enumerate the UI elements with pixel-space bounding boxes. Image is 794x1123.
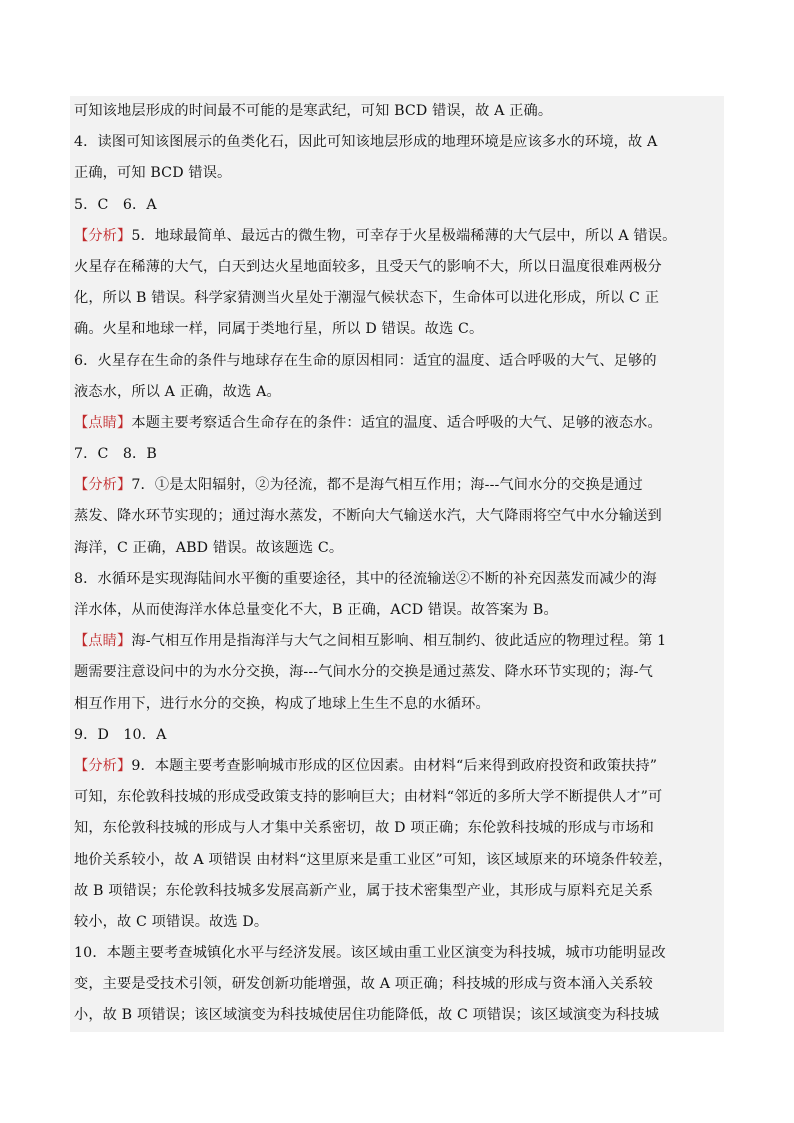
text-line xyxy=(74,314,722,345)
text-line xyxy=(74,158,722,189)
text-segment: 液态水，所以 A 正确，故选 A。 xyxy=(74,383,281,400)
text-line xyxy=(74,782,722,813)
text-line xyxy=(74,252,722,283)
text-segment: 5．C 6．A xyxy=(74,196,157,213)
text-line xyxy=(74,408,722,439)
text-line xyxy=(74,907,722,938)
text-segment: 火星存在稀薄的大气，白天到达火星地面较多，且受天气的影响不大，所以日温度很难两极分 xyxy=(74,258,662,275)
text-segment: 海-气相互作用是指海洋与大气之间相互影响、相互制约、彼此适应的物理过程。第 1 xyxy=(131,633,667,650)
text-line xyxy=(74,501,722,532)
text-line xyxy=(74,938,722,969)
text-segment: 4．读图可知该图展示的鱼类化石，因此可知该地层形成的地理环境是应该多水的环境，故 A xyxy=(74,134,658,151)
text-line xyxy=(74,221,722,252)
text-line xyxy=(74,283,722,314)
text-segment: 6．火星存在生命的条件与地球存在生命的原因相同：适宜的温度、适合呼吸的大气、足够的 xyxy=(74,352,657,369)
text-segment: 海洋，C 正确，ABD 错误。故该题选 C。 xyxy=(74,539,344,556)
text-segment: 故 B 项错误；东伦敦科技城多发展高新产业，属于技术密集型产业，其形成与原料充足关系 xyxy=(74,882,654,899)
text-line xyxy=(74,564,722,595)
section-tag: 【点睛】 xyxy=(74,414,132,431)
text-line xyxy=(74,689,722,720)
text-line xyxy=(74,595,722,626)
text-segment: 变，主要是受技术引领，研发创新功能增强，故 A 项正确；科技城的形成与资本涌入关系较 xyxy=(74,976,653,993)
text-segment: 5．地球最简单、最远古的微生物，可幸存于火星极端稀薄的大气层中，所以 A 错误。 xyxy=(131,227,677,244)
text-segment: 小，故 B 项错误；该区域演变为科技城使居住功能降低，故 C 项错误；该区域演变为科技城 xyxy=(74,1007,660,1024)
text-line xyxy=(74,1000,722,1031)
section-tag: 【分析】 xyxy=(74,757,132,774)
text-segment: 较小，故 C 项错误。故选 D。 xyxy=(74,913,269,930)
text-line xyxy=(74,845,722,876)
text-segment: 化，所以 B 错误。科学家猜测当火星处于潮湿气候状态下，生命体可以进化形成，所以 C 正 xyxy=(74,290,660,307)
text-line xyxy=(74,470,722,501)
text-line xyxy=(74,626,722,657)
section-tag: 【分析】 xyxy=(74,227,132,244)
text-segment: 7．C 8．B xyxy=(74,446,157,463)
text-segment: 7．①是太阳辐射，②为径流，都不是海气相互作用；海---气间水分的交换是通过 xyxy=(131,477,643,494)
text-line xyxy=(74,533,722,564)
text-segment: 题需要注意设问中的为水分交换，海---气间水分的交换是通过蒸发、降水环节实现的；海-气 xyxy=(74,664,653,681)
text-line xyxy=(74,377,722,408)
text-line xyxy=(74,969,722,1000)
text-segment: 10．本题主要考查城镇化水平与经济发展。该区域由重工业区演变为科技城，城市功能明显改 xyxy=(74,945,666,962)
text-line xyxy=(74,439,722,470)
text-segment: 9．D 10．A xyxy=(74,726,167,743)
text-line xyxy=(74,876,722,907)
text-segment: 可知，东伦敦科技城的形成受政策支持的影响巨大；由材料“邻近的多所大学不断提供人才”可 xyxy=(74,789,663,806)
text-line xyxy=(74,127,722,158)
text-segment: 确。火星和地球一样，同属于类地行星，所以 D 错误。故选 C。 xyxy=(74,321,484,338)
text-line xyxy=(74,720,722,751)
text-segment: 蒸发、降水环节实现的；通过海水蒸发，不断向大气输送水汽，大气降雨将空气中水分输送到 xyxy=(74,508,662,525)
text-line xyxy=(74,751,722,782)
text-segment: 本题主要考察适合生命存在的条件：适宜的温度、适合呼吸的大气、足够的液态水。 xyxy=(131,414,662,431)
text-segment: 可知该地层形成的时间最不可能的是寒武纪，可知 BCD 错误，故 A 正确。 xyxy=(74,103,553,119)
text-line xyxy=(74,813,722,844)
text-segment: 8．水循环是实现海陆间水平衡的重要途径，其中的径流输送②不断的补充因蒸发而减少的海 xyxy=(74,570,657,587)
text-line xyxy=(74,190,722,221)
text-line xyxy=(74,657,722,688)
text-segment: 地价关系较小，故 A 项错误 由材料“这里原来是重工业区”可知，该区域原来的环境条件较差， xyxy=(74,851,673,868)
answer-explanation-text-block xyxy=(70,96,724,1032)
text-segment: 正确，可知 BCD 错误。 xyxy=(74,165,232,182)
text-segment: 相互作用下，进行水分的交换，构成了地球上生生不息的水循环。 xyxy=(74,695,490,712)
text-line xyxy=(74,96,722,127)
text-segment: 9．本题主要考查影响城市形成的区位因素。由材料“后来得到政府投资和政策扶持” xyxy=(131,757,658,774)
text-segment: 知，东伦敦科技城的形成与人才集中关系密切，故 D 项正确；东伦敦科技城的形成与市场和 xyxy=(74,820,655,837)
text-line xyxy=(74,346,722,377)
section-tag: 【点睛】 xyxy=(74,633,132,650)
section-tag: 【分析】 xyxy=(74,477,132,494)
text-segment: 洋水体，从而使海洋水体总量变化不大，B 正确，ACD 错误。故答案为 B。 xyxy=(74,602,558,618)
